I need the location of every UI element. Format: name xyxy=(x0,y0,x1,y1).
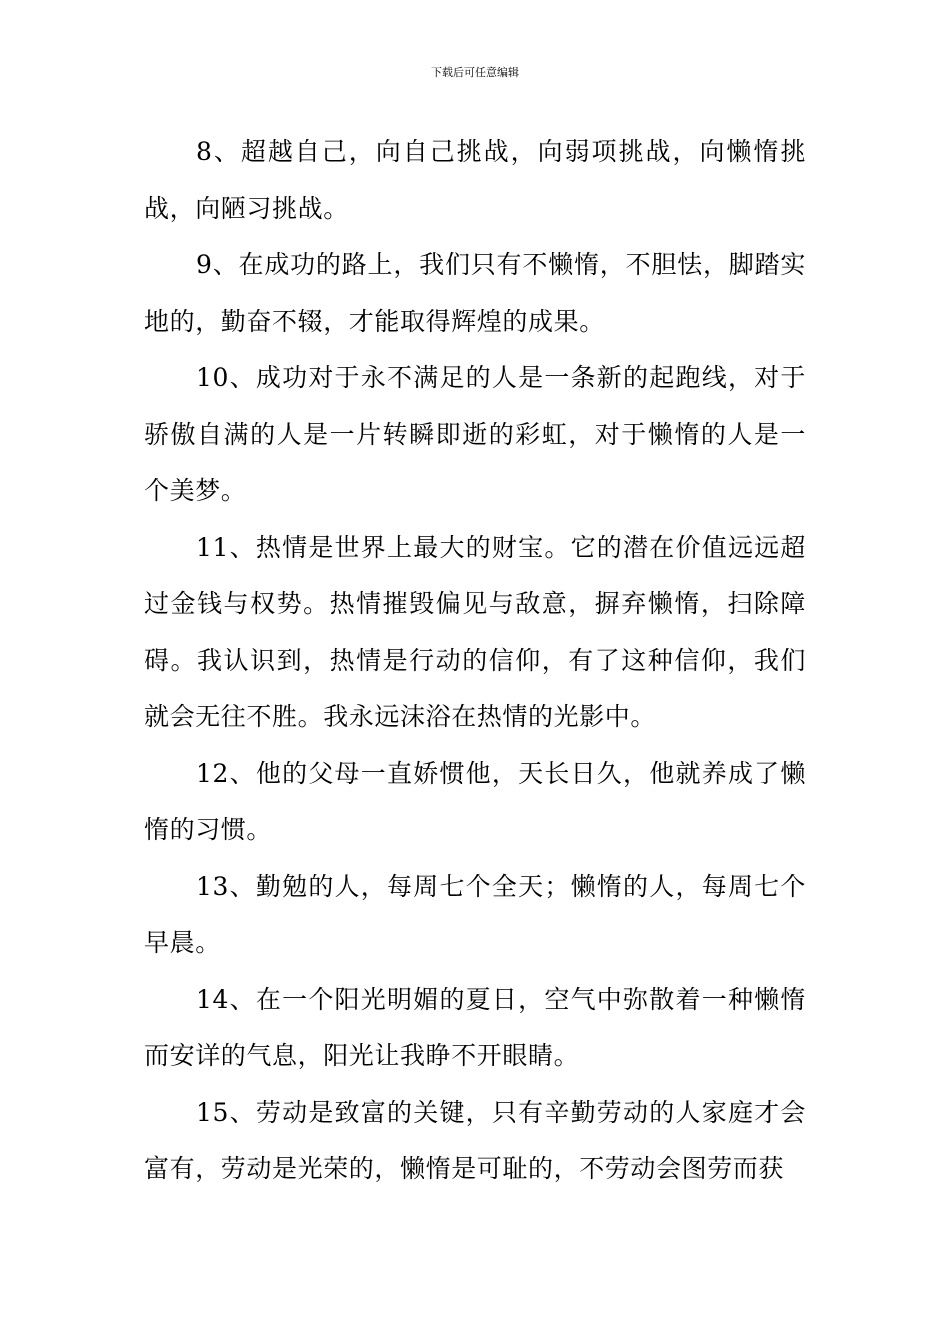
paragraph-15: 15、劳动是致富的关键，只有辛勤劳动的人家庭才会富有，劳动是光荣的，懒惰是可耻的，不劳动会图劳而获 xyxy=(144,1097,806,1183)
paragraph-14: 14、在一个阳光明媚的夏日，空气中弥散着一种懒惰而安详的气息，阳光让我睁不开眼睛。 xyxy=(144,984,806,1070)
page-header: 下载后可任意编辑 xyxy=(431,66,519,79)
paragraph-13: 13、勤勉的人，每周七个全天；懒惰的人，每周七个早晨。 xyxy=(144,871,806,957)
paragraph-8: 8、超越自己，向自己挑战，向弱项挑战，向懒惰挑战，向陋习挑战。 xyxy=(144,137,806,223)
paragraph-11: 11、热情是世界上最大的财宝。它的潜在价值远远超过金钱与权势。热情摧毁偏见与敌意，摒弃懒惰，扫除障碍。我认识到，热情是行动的信仰，有了这种信仰，我们就会无往不胜。我永远沫浴在热情的光影中。 xyxy=(144,532,806,731)
document-body xyxy=(144,124,806,1198)
paragraph-10: 10、成功对于永不满足的人是一条新的起跑线，对于骄傲自满的人是一片转瞬即逝的彩虹，对于懒惰的人是一个美梦。 xyxy=(144,363,806,505)
paragraph-12: 12、他的父母一直娇惯他，天长日久，他就养成了懒惰的习惯。 xyxy=(144,758,806,844)
paragraph-9: 9、在成功的路上，我们只有不懒惰，不胆怯，脚踏实地的，勤奋不辍，才能取得辉煌的成果。 xyxy=(144,250,806,336)
